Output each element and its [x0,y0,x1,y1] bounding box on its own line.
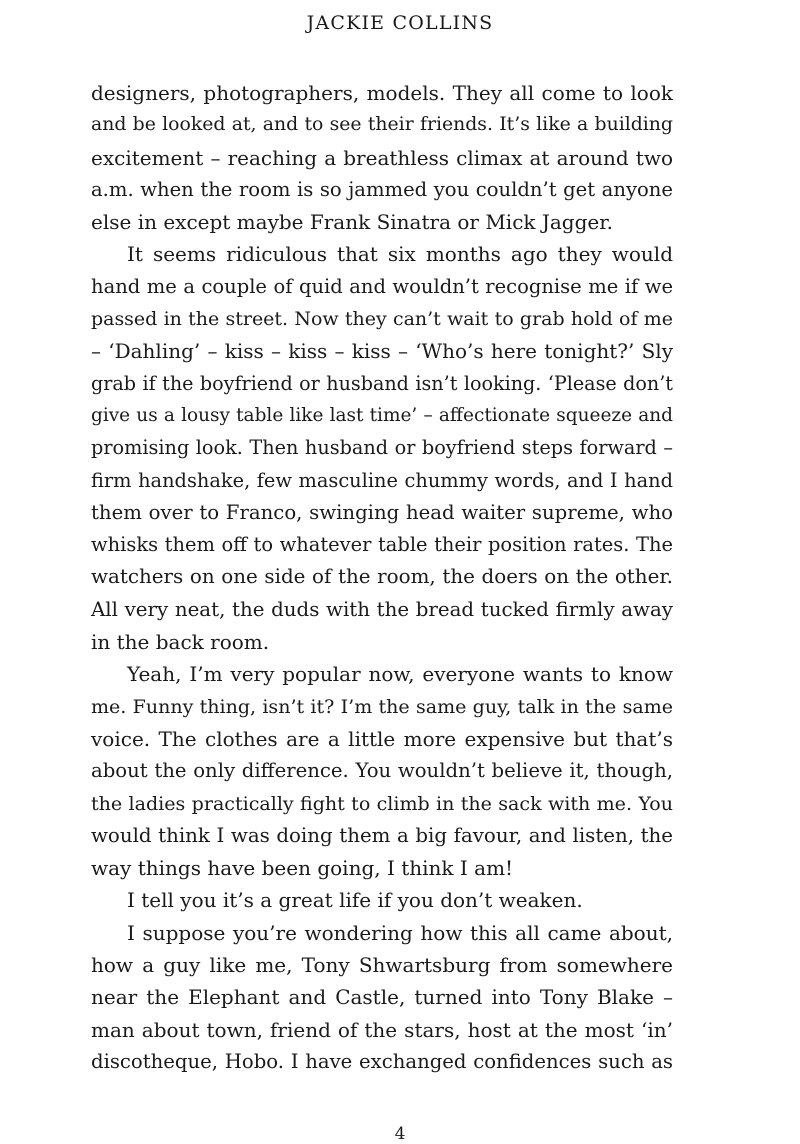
running-header: JACKIE COLLINS [306,12,494,34]
paragraph [91,77,673,238]
text-line: – ‘Dahling’ – kiss – kiss – kiss – ‘Who’s here tonight?’ Sly [91,339,673,364]
page-number: 4 [394,1124,406,1144]
text-line: I tell you it’s a great life if you don’t weaken. [127,888,583,913]
text-line: Yeah, I’m very popular now, everyone wants to know [127,662,673,687]
text-line: promising look. Then husband or boyfriend steps forward – [91,436,673,460]
paragraph [91,658,673,884]
text-line: in the back room. [91,630,270,655]
text-line: would think I was doing them a big favour, and listen, the [91,823,673,847]
body-text [91,77,673,1078]
text-line: passed in the street. Now they can’t wait to grab hold of me [91,308,673,331]
text-line: else in except maybe Frank Sinatra or Mick Jagger. [91,210,613,235]
text-line: watchers on one side of the room, the doers on the other. [91,565,673,589]
text-line: the ladies practically fight to climb in the sack with me. You [91,792,673,815]
text-line: whisks them off to whatever table their position rates. The [91,533,673,557]
text-line: near the Elephant and Castle, turned into Tony Blake – [91,985,673,1010]
text-line: about the only difference. You wouldn’t believe it, though, [91,759,673,783]
paragraph [91,238,673,658]
text-line: a.m. when the room is so jammed you couldn’t get anyone [91,177,673,201]
text-line: voice. The clothes are a little more expensive but that’s [91,726,673,751]
text-line: discotheque, Hobo. I have exchanged confidences such as [91,1049,673,1073]
text-line: way things have been going, I think I am! [91,856,514,881]
text-line: and be looked at, and to see their friends. It’s like a building [91,114,673,136]
text-line: I suppose you’re wondering how this all came about, [127,920,673,945]
paragraph [91,917,673,1078]
text-line: designers, photographers, models. They all come to look [91,81,673,105]
text-line: firm handshake, few masculine chummy words, and I hand [91,468,673,492]
text-line: It seems ridiculous that six months ago they would [127,242,673,267]
text-line: grab if the boyfriend or husband isn’t looking. ‘Please don’t [91,371,673,395]
text-line: All very neat, the duds with the bread tucked firmly away [91,597,673,621]
text-line: excitement – reaching a breathless climax at around two [91,145,673,170]
text-line: man about town, friend of the stars, host at the most ‘in’ [91,1017,673,1042]
text-line: me. Funny thing, isn’t it? I’m the same guy, talk in the same [91,695,673,718]
text-line: how a guy like me, Tony Shwartsburg from somewhere [91,953,673,978]
text-line: give us a lousy table like last time’ – affectionate squeeze and [91,404,673,426]
paragraph [91,884,673,916]
text-line: hand me a couple of quid and wouldn’t recognise me if we [91,274,673,298]
text-line: them over to Franco, swinging head waiter supreme, who [91,500,673,524]
